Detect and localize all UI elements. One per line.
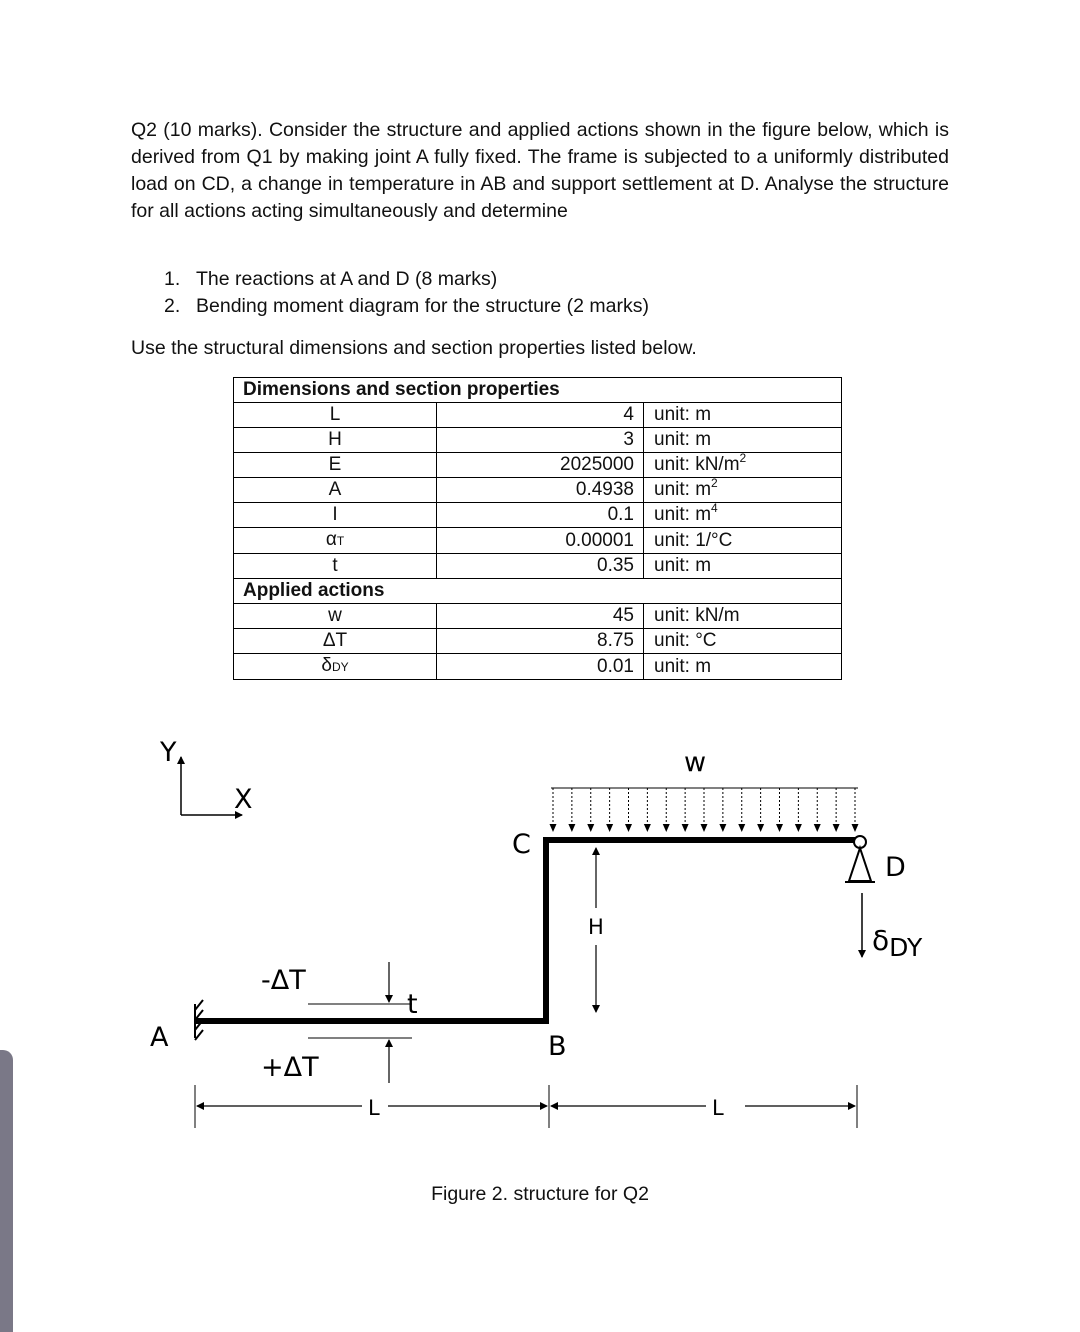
dim-h-label: H [588, 915, 604, 939]
table-row: H 3 unit: m [234, 428, 842, 453]
table-row: I 0.1 unit: $m^4$ [234, 503, 842, 528]
udl-arrowhead [587, 824, 594, 832]
udl-arrowhead [663, 824, 670, 832]
udl-arrowhead [757, 824, 764, 832]
table-row: ΔT 8.75 unit: °C [234, 629, 842, 654]
node-b-label: B [548, 1031, 567, 1062]
window-edge [0, 1050, 13, 1332]
figure-caption: Figure 2. structure for Q2 [431, 1183, 649, 1205]
table-section-header: Applied actions [234, 579, 842, 604]
axes-icon [181, 757, 242, 815]
table-section-header: Dimensions and section properties [234, 378, 842, 403]
udl-arrows [550, 788, 859, 832]
dim-l2-label: L [712, 1096, 724, 1120]
table-row: E 2025000 unit: $kN/m^2$ [234, 453, 842, 478]
udl-arrowhead [550, 824, 557, 832]
list-item: 2. Bending moment diagram for the structure (2 marks) [164, 295, 650, 317]
node-c-label: C [512, 829, 531, 860]
udl-arrowhead [719, 824, 726, 832]
temp-bottom-label: +ΔT [261, 1052, 319, 1083]
table-row: αT 0.00001 unit: 1/°C [234, 528, 842, 554]
frame-members [195, 838, 860, 1024]
node-a-label: A [150, 1022, 169, 1053]
node-d-label: D [885, 852, 906, 883]
table-row: L 4 unit: m [234, 403, 842, 428]
load-w-label: w [684, 747, 707, 778]
table-row: A 0.4938 unit: $m^2$ [234, 478, 842, 503]
udl-arrowhead [606, 824, 613, 832]
udl-arrowhead [814, 824, 821, 832]
dim-l1-label: L [368, 1096, 380, 1120]
table-row: w 45 unit: kN/m [234, 604, 842, 629]
axis-x-label: X [234, 784, 253, 815]
udl-arrowhead [625, 824, 632, 832]
udl-arrowhead [833, 824, 840, 832]
dim-t-label: t [407, 989, 418, 1020]
udl-arrowhead [852, 824, 859, 832]
udl-arrowhead [738, 824, 745, 832]
question-text: Q2 (10 marks). Consider the structure and applied actions shown in the figure below, which is derived from Q1 by making joint A fully fixed. The frame is subjected to a uniformly distributed load on CD, a change in temperature in AB and support settlement at D. Analyse the structure for all actions acting simultaneously and determine [131, 119, 949, 222]
udl-arrowhead [568, 824, 575, 832]
instruction-text: Use the structural dimensions and section properties listed below. [131, 337, 697, 359]
udl-arrowhead [795, 824, 802, 832]
udl-arrowhead [701, 824, 708, 832]
udl-arrowhead [776, 824, 783, 832]
table-row: δDY 0.01 unit: m [234, 654, 842, 680]
settlement-label: δDY [872, 924, 923, 962]
temp-top-label: -ΔT [261, 965, 306, 996]
list-item: 1. The reactions at A and D (8 marks) [164, 268, 498, 290]
table-row: t 0.35 unit: m [234, 554, 842, 579]
length-dimensions [195, 1085, 857, 1128]
udl-arrowhead [644, 824, 651, 832]
udl-arrowhead [682, 824, 689, 832]
axis-y-label: Y [160, 737, 177, 768]
